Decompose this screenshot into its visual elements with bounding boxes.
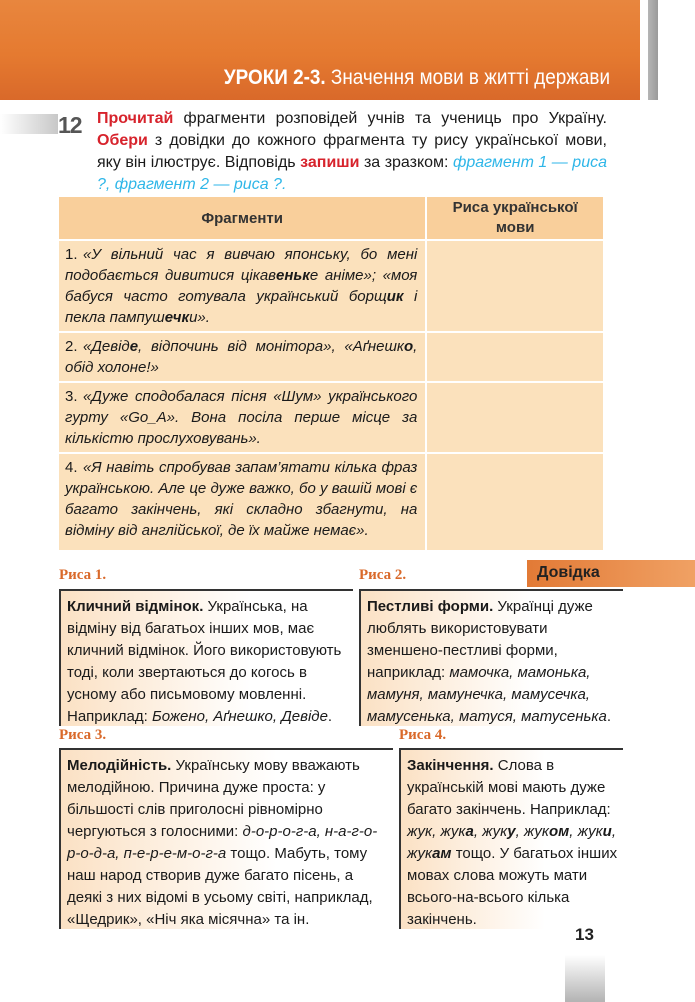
exercise-instructions: Прочитай фрагменти розповідей учнів та учениць про Україну. Обери з довідки до кожного фрагмента ту рису української мови, яку він ілюструє. Відповідь запиши за зразком: фрагмент 1 — риса ?, фрагмент 2 — риса ?. bbox=[97, 110, 607, 193]
reference-label: Довідка bbox=[537, 564, 600, 581]
header-accent-bar bbox=[648, 0, 658, 100]
table-row bbox=[58, 240, 604, 332]
reference-label-bar bbox=[527, 560, 695, 587]
lesson-title: Значення мови в житті держави bbox=[330, 66, 610, 89]
exercise-number: 12 bbox=[58, 112, 82, 138]
exercise-marker-bar bbox=[0, 114, 58, 134]
feature-1-heading: Риса 1. bbox=[59, 567, 107, 583]
column-header-feature: Риса української мови bbox=[426, 196, 604, 240]
fragment-4: 4. «Я навіть спробував запам’ятати кілька фраз українською. Але це дуже важко, бо у вашій мові є багато закінчень, які складно збагнути, на відміну від англійської, де їх майже немає». bbox=[58, 453, 426, 551]
feature-4-heading: Риса 4. bbox=[399, 727, 447, 743]
column-header-fragments: Фрагменти bbox=[58, 196, 426, 240]
fragments-table bbox=[57, 195, 605, 552]
fragment-3: 3. «Дуже сподобалася пісня «Шум» українського гурту «Go_A». Вона посіла перше місце за кількістю прослуховувань». bbox=[58, 382, 426, 453]
fragment-1: 1. «У вільний час я вивчаю японську, бо мені подобається дивитися цікавеньке аніме»; «моя бабуся часто готувала український борщик і пекла пампушечки». bbox=[58, 240, 426, 332]
table-row bbox=[58, 382, 604, 453]
table-header-row bbox=[58, 196, 604, 240]
feature-1-box: Кличний відмінок. Українська, на відміну від багатьох інших мов, має кличний відмінок. Його використовують тоді, коли звертаються до когось в усному або письмовому мовленні. Наприклад: Божено, Аґнешко, Девіде. bbox=[59, 589, 353, 726]
feature-answer-cell[interactable] bbox=[426, 382, 604, 453]
feature-4-box: Закінчення. Слова в українській мові мають дуже багато закінчень. Наприклад: жук, жука, жуку, жуком, жуки, жукам тощо. У багатьох інших мовах слова можуть мати всього-на-всього кілька закінчень. bbox=[399, 748, 623, 929]
lesson-label: УРОКИ 2-3. bbox=[223, 66, 326, 89]
table-row bbox=[58, 453, 604, 551]
feature-3-heading: Риса 3. bbox=[59, 727, 107, 743]
table-row bbox=[58, 332, 604, 382]
page-number: 13 bbox=[575, 925, 594, 944]
feature-answer-cell[interactable] bbox=[426, 332, 604, 382]
feature-2-heading: Риса 2. bbox=[359, 567, 407, 583]
feature-2-box: Пестливі форми. Українці дуже люблять використовувати зменшено-пестливі форми, наприклад: мамочка, мамонька, мамуня, мамунечка, мамусечка, мамусенька, матуся, матусенька. bbox=[359, 589, 623, 726]
page-title bbox=[224, 66, 610, 90]
fragment-2: 2. «Девіде, відпочинь від монітора», «Аґнешко, обід холоне!» bbox=[58, 332, 426, 382]
feature-answer-cell[interactable] bbox=[426, 453, 604, 551]
feature-answer-cell[interactable] bbox=[426, 240, 604, 332]
feature-3-box: Мелодійність. Українську мову вважають мелодійною. Причина дуже проста: у більшості слів приголосні рівномірно чергуються з голосними: д-о-р-о-г-а, н-а-г-о-р-о-д-а, п-е-р-е-м-о-г-а тощо. Мабуть, тому наш народ створив дуже багато пісень, а деякі з них відомі в усьому світі, наприклад, «Щедрик», «Ніч яка місячна» та ін. bbox=[59, 748, 393, 929]
page-number-bar bbox=[565, 955, 605, 1002]
